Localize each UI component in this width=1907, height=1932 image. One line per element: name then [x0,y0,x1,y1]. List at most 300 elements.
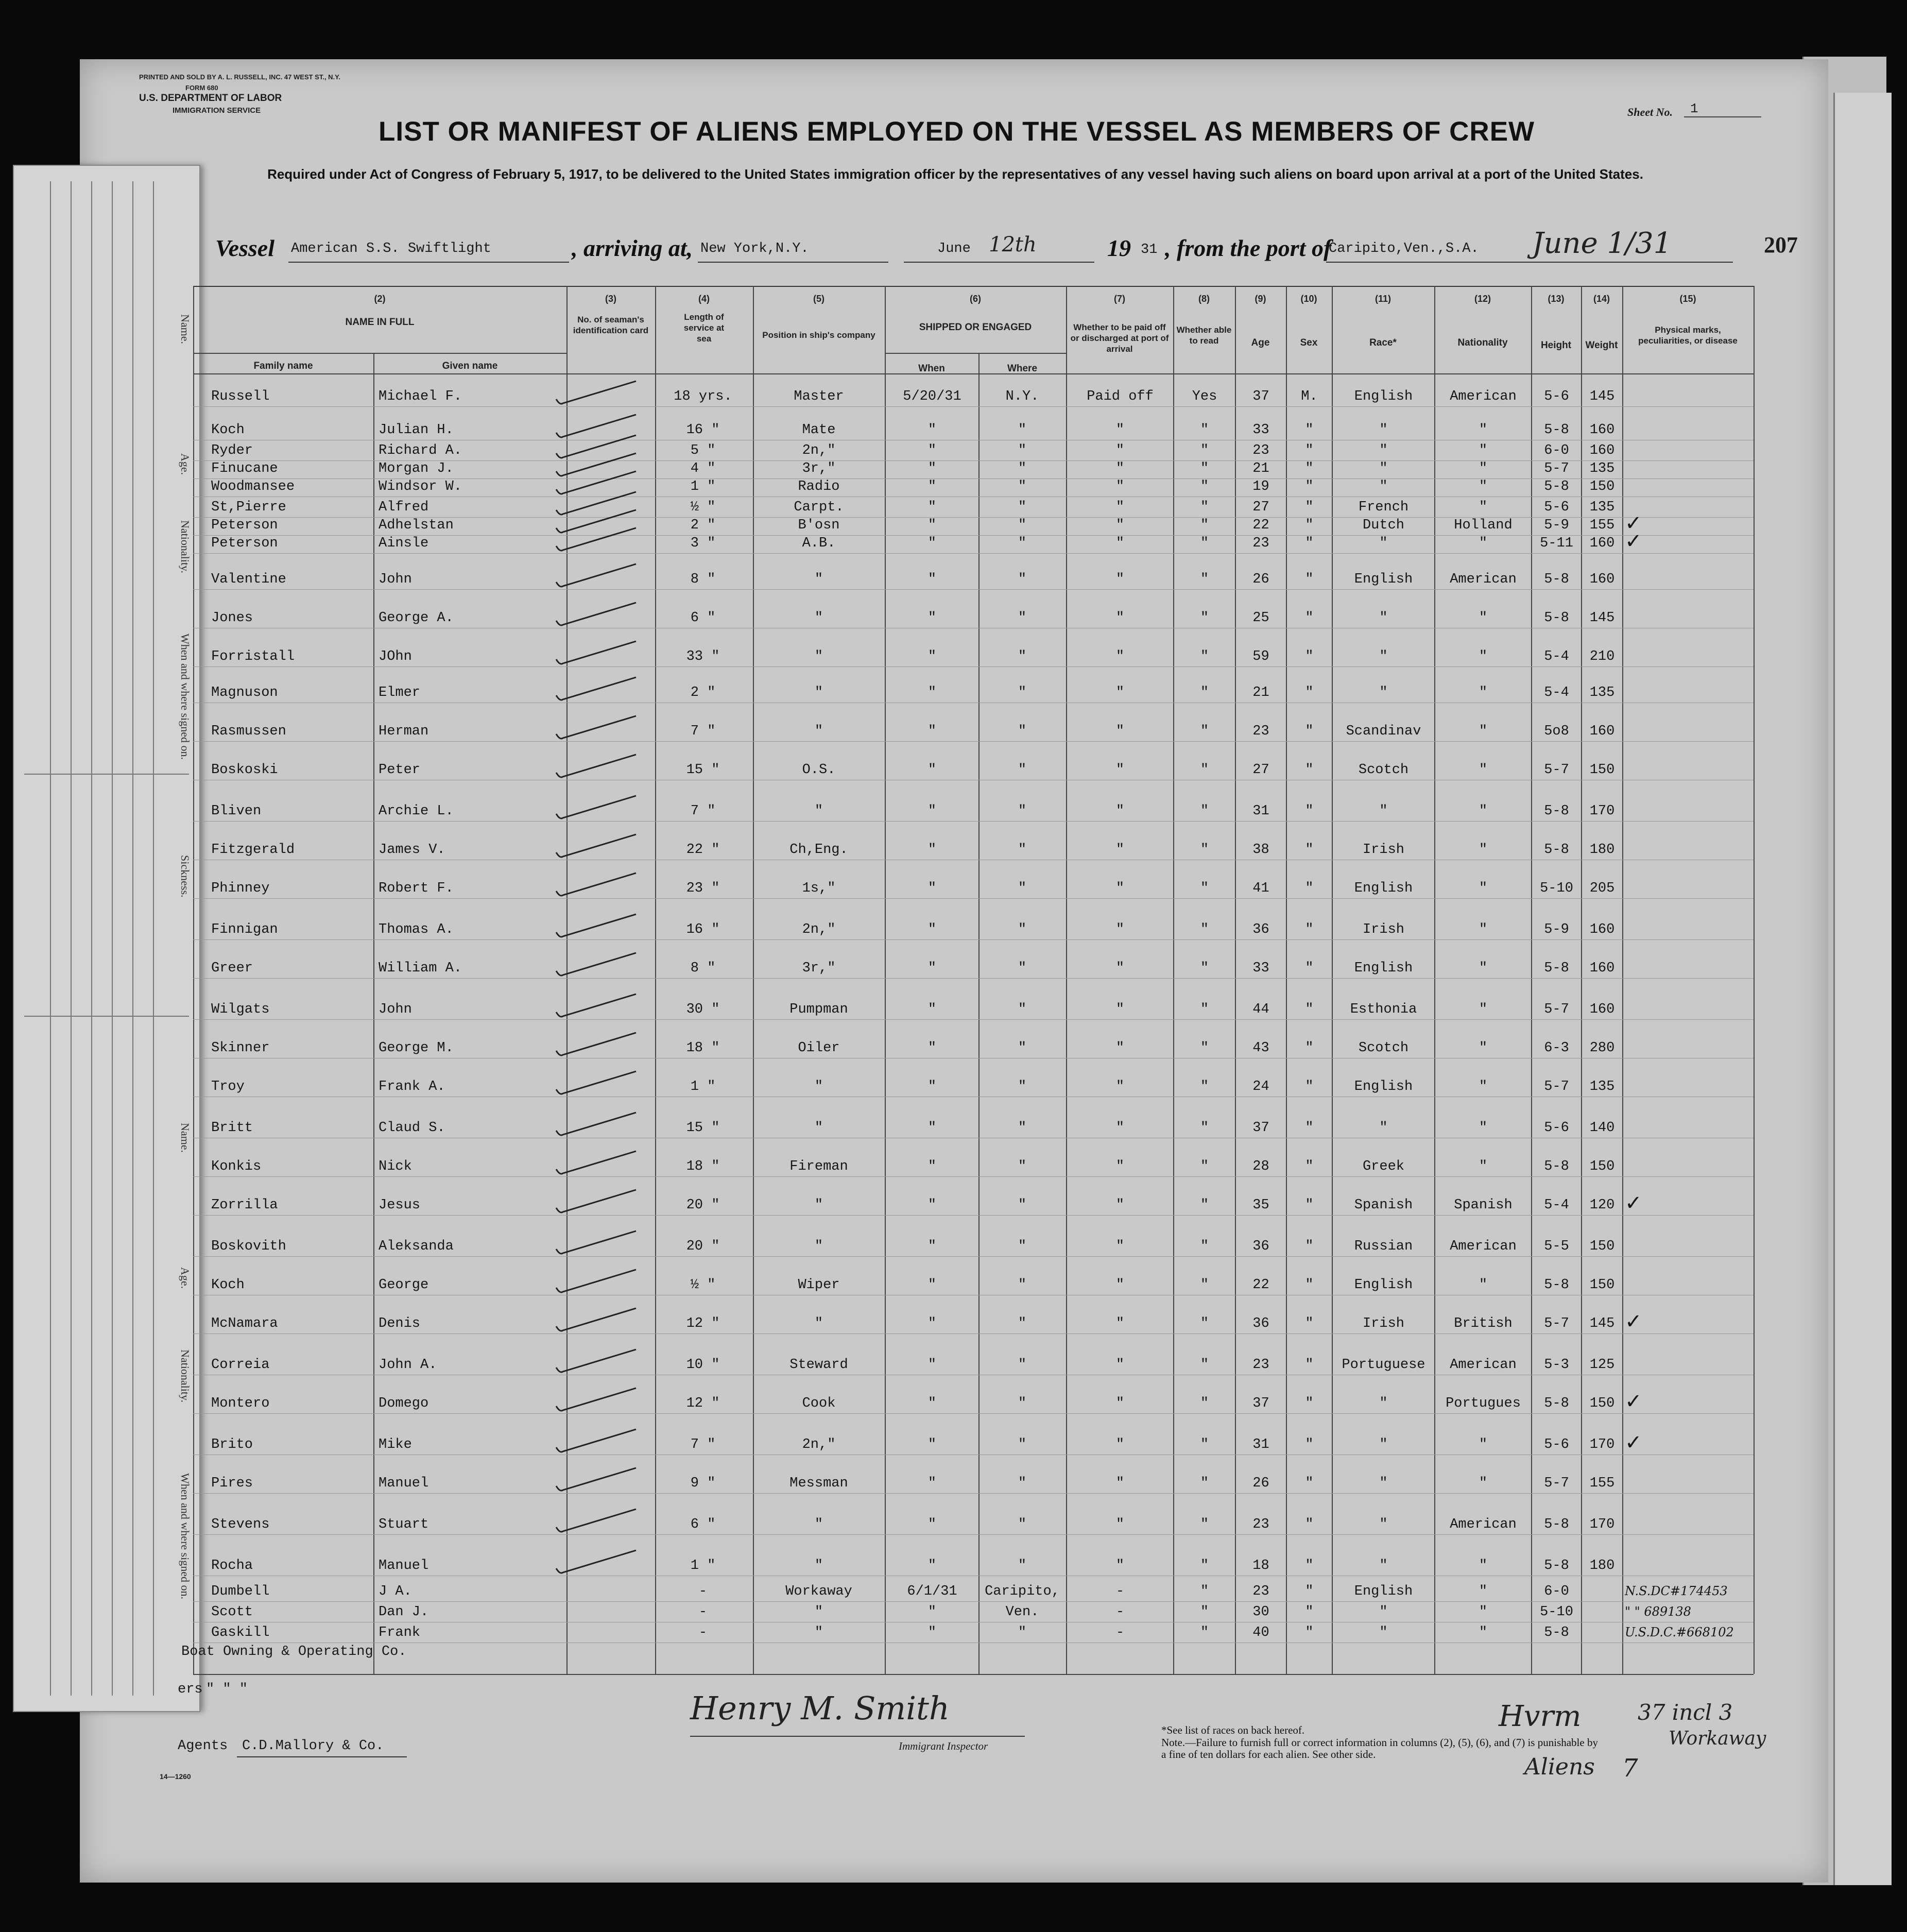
cell-height: 5-8 [1544,1558,1569,1574]
cell-age: 44 [1252,1002,1269,1017]
cell-nat: " [1479,1558,1488,1574]
cell-where: " [1018,881,1027,896]
cell-age: 23 [1252,443,1269,458]
cell-sex: " [1305,536,1314,551]
cell-paid: " [1115,1558,1125,1574]
cell-read: " [1200,500,1209,515]
cell-race: Irish [1362,842,1404,858]
cell-where: " [1018,922,1027,937]
cell-age: 41 [1252,881,1269,896]
cell-age: 27 [1252,500,1269,515]
page-title: LIST OR MANIFEST OF ALIENS EMPLOYED ON THE VESSEL AS MEMBERS OF CREW [379,116,1535,147]
cell-race: " [1379,1604,1388,1620]
sheet-number [1684,101,1761,117]
cell-position: " [814,685,823,700]
tab-rule [112,181,113,1696]
cell-position: " [814,572,823,587]
handwritten-date: June 1/31 [1532,227,1672,260]
cell-service: 3 " [690,536,716,551]
id-card-check-icon [554,561,641,592]
cell-race: Scotch [1358,762,1409,778]
row-rule [193,939,1754,940]
cell-nat: " [1479,1584,1488,1599]
row-rule [193,1601,1754,1602]
cell-race: " [1379,803,1388,819]
cell-age: 37 [1252,1396,1269,1411]
cell-nat: " [1479,1625,1488,1640]
form-number: FORM 680 [185,84,218,92]
cell-height: 5-7 [1544,1316,1569,1331]
cell-when: " [927,1357,937,1373]
cell-given: James V. [379,842,445,858]
cell-height: 5-8 [1544,1277,1569,1293]
owners-prefix: ers [178,1682,203,1697]
cell-where: " [1018,803,1027,819]
cell-given: Morgan J. [379,461,454,476]
cell-service: 6 " [690,610,716,626]
cell-where: " [1018,842,1027,858]
cell-read: " [1200,479,1209,494]
cell-weight: 160 [1589,922,1615,937]
cell-read: " [1200,1159,1209,1174]
cell-read: " [1200,610,1209,626]
cell-race: " [1379,1517,1388,1532]
cell-where: " [1018,479,1027,494]
cell-sex: " [1305,1239,1314,1254]
cell-service: 16 " [686,922,720,937]
cell-family: Scott [211,1604,253,1620]
cell-given: Michael F. [379,389,462,404]
cell-service: 12 " [686,1316,720,1331]
cell-paid: " [1115,961,1125,976]
cell-read: " [1200,803,1209,819]
year-prefix: 19 [1107,235,1131,261]
cell-position: B'osn [798,518,840,533]
col9-title: Age [1251,337,1270,348]
tab-rule [50,181,51,1696]
cell-given: Herman [379,724,429,739]
cell-age: 36 [1252,1239,1269,1254]
cell-where: N.Y. [1005,389,1039,404]
penalty-note: Note.—Failure to furnish full or correct information in columns (2), (5), (6), and (7) is punishable by a fine of ten dollars for each alien. See other side. [1161,1736,1598,1760]
cell-race: Irish [1362,1316,1404,1331]
cell-read: " [1200,518,1209,533]
cell-weight: 160 [1589,536,1615,551]
cell-sex: " [1305,685,1314,700]
cell-family: Peterson [211,536,278,551]
fold-label-nationality-2: Nationality. [179,1349,192,1403]
cell-position: " [814,1079,823,1095]
cell-position: " [814,610,823,626]
cell-sex: " [1305,1584,1314,1599]
cell-age: 23 [1252,724,1269,739]
cell-position: Oiler [798,1040,840,1056]
vessel-name: American S.S. Swiftlight [291,241,491,257]
cell-nat: " [1479,1079,1488,1095]
cell-paid: " [1115,1396,1125,1411]
cell-weight: 160 [1589,1002,1615,1017]
cell-where: " [1018,461,1027,476]
cell-nat: " [1479,610,1488,626]
cell-weight: 160 [1589,572,1615,587]
cell-when: " [927,922,937,937]
cell-age: 37 [1252,389,1269,404]
id-card-check-icon [554,1386,641,1416]
owner-line: Boat Owning & Operating Co. [181,1644,407,1660]
fold-label-signed-on-2: When and where signed on. [179,1473,192,1599]
cell-nat: " [1479,803,1488,819]
cell-height: 5-8 [1544,803,1569,819]
cell-nat: " [1479,685,1488,700]
cell-age: 27 [1252,762,1269,778]
cell-weight: 150 [1589,479,1615,494]
cell-age: 33 [1252,961,1269,976]
cell-position: Radio [798,479,840,494]
agents-name: C.D.Mallory & Co. [242,1738,384,1754]
cell-where: " [1018,724,1027,739]
id-card-check-icon [554,1030,641,1061]
cell-service: 22 " [686,842,720,858]
cell-nat: " [1479,422,1488,438]
cell-given: Claud S. [379,1120,445,1136]
cell-paid: " [1115,572,1125,587]
cell-paid: " [1115,500,1125,515]
cell-position: Mate [802,422,836,438]
col-rule [1622,286,1623,1674]
id-card-check-icon [554,1228,641,1259]
cell-age: 26 [1252,572,1269,587]
col15-title: Physical marks, peculiarities, or disease [1638,325,1738,346]
cell-paid: " [1115,1476,1125,1491]
cell-when: " [927,1558,937,1574]
master-signature: Hvrm [1499,1700,1582,1733]
cell-position: " [814,1517,823,1532]
id-card-check-icon [554,870,641,901]
cell-when: " [927,443,937,458]
cell-where: Ven. [1005,1604,1039,1620]
cell-sex: " [1305,762,1314,778]
cell-weight: 160 [1589,961,1615,976]
tab-rule [91,181,92,1696]
cell-age: 22 [1252,1277,1269,1293]
cell-service: 20 " [686,1239,720,1254]
cell-race: Spanish [1354,1198,1413,1213]
id-card-check-icon [554,991,641,1022]
cell-given: Aleksanda [379,1239,454,1254]
cell-weight: 210 [1589,649,1615,664]
cell-read: " [1200,1437,1209,1452]
cell-service: 7 " [690,724,716,739]
cell-mark: ✓ [1625,1191,1642,1215]
cell-weight: 155 [1589,1476,1615,1491]
cell-nat: American [1450,572,1517,587]
cell-paid: Paid off [1087,389,1154,404]
col-rule [193,286,194,1674]
cell-height: 5-7 [1544,1002,1569,1017]
cell-read: " [1200,649,1209,664]
cell-family: Correia [211,1357,270,1373]
cell-nat: " [1479,536,1488,551]
given-name-header: Given name [442,361,498,371]
requirement-text: Required under Act of Congress of February 5, 1917, to be delivered to the United States immigration officer by the representatives of any vessel having such aliens on board upon arrival at a port of the United States. [267,166,1643,182]
cell-when: " [927,881,937,896]
cell-paid: " [1115,1239,1125,1254]
cell-service: ½ " [690,1277,716,1293]
cell-paid: " [1115,1277,1125,1293]
cell-read: " [1200,1079,1209,1095]
id-card-check-icon [554,752,641,783]
row-rule [193,1333,1754,1334]
cell-paid: - [1115,1604,1125,1620]
cell-paid: " [1115,1198,1125,1213]
cell-where: " [1018,1002,1027,1017]
cell-paid: " [1115,1437,1125,1452]
cell-family: McNamara [211,1316,278,1331]
family-name-header: Family name [253,361,313,371]
cell-when: " [927,1277,937,1293]
cell-given: J A. [379,1584,412,1599]
cell-read: Yes [1192,389,1217,404]
cell-sex: " [1305,443,1314,458]
cell-height: 5-6 [1544,389,1569,404]
cell-height: 5-7 [1544,1476,1569,1491]
cell-service: 16 " [686,422,720,438]
id-card-check-icon [554,1267,641,1298]
cell-age: 31 [1252,1437,1269,1452]
cell-age: 36 [1252,922,1269,937]
cell-paid: " [1115,842,1125,858]
agents-prefix: Agents [178,1738,228,1754]
cell-paid: " [1115,1159,1125,1174]
cell-when: " [927,1198,937,1213]
cell-weight: 180 [1589,842,1615,858]
cell-family: Stevens [211,1517,270,1532]
where-header: Where [1007,363,1038,374]
cell-weight: 155 [1589,518,1615,533]
cell-service: 15 " [686,762,720,778]
cell-height: 5-3 [1544,1357,1569,1373]
col4-number: (4) [698,294,710,304]
cell-service: 1 " [690,1558,716,1574]
cell-read: " [1200,922,1209,937]
cell-given: Adhelstan [379,518,454,533]
cell-race: " [1379,422,1388,438]
cell-paid: " [1115,1357,1125,1373]
cell-age: 40 [1252,1625,1269,1640]
cell-nat: " [1479,1437,1488,1452]
cell-family: Britt [211,1120,253,1136]
cell-read: " [1200,443,1209,458]
cell-when: " [927,1079,937,1095]
cell-where: " [1018,1558,1027,1574]
cell-height: 5-8 [1544,1159,1569,1174]
shipped-subheader-rule [885,353,1066,354]
cell-family: Boskovith [211,1239,286,1254]
col3-title: No. of seaman's identification card [573,315,649,335]
cell-position: Fireman [789,1159,848,1174]
row-rule [193,978,1754,979]
row-rule [193,1413,1754,1414]
cell-race: English [1354,881,1413,896]
cell-paid: " [1115,685,1125,700]
col5-number: (5) [813,294,824,304]
cell-service: 7 " [690,803,716,819]
cell-age: 37 [1252,1120,1269,1136]
cell-race: Esthonia [1350,1002,1417,1017]
cell-given: Jesus [379,1198,421,1213]
cell-sex: " [1305,1357,1314,1373]
cell-family: Peterson [211,518,278,533]
cell-service: 30 " [686,1002,720,1017]
cell-sex: " [1305,803,1314,819]
cell-position: Ch,Eng. [789,842,848,858]
cell-nat: " [1479,479,1488,494]
service-name: IMMIGRATION SERVICE [173,106,261,115]
cell-given: Denis [379,1316,421,1331]
cell-service: 8 " [690,961,716,976]
cell-height: 5-8 [1544,1517,1569,1532]
cell-service: 8 " [690,572,716,587]
cell-weight: 150 [1589,1159,1615,1174]
cell-position: " [814,803,823,819]
cell-nat: American [1450,1517,1517,1532]
cell-sex: " [1305,649,1314,664]
cell-read: " [1200,685,1209,700]
cell-race: Greek [1362,1159,1404,1174]
cell-where: " [1018,649,1027,664]
cell-paid: " [1115,724,1125,739]
col-rule [1754,286,1755,1674]
col-rule [753,286,754,1674]
cell-height: 5-7 [1544,461,1569,476]
row-rule [193,589,1754,590]
cell-position: Steward [789,1357,848,1373]
cell-family: Montero [211,1396,270,1411]
cell-race: Scotch [1358,1040,1409,1056]
cell-service: - [698,1604,708,1620]
cell-read: " [1200,1198,1209,1213]
from-port-label: , from the port of [1165,235,1332,261]
cell-family: Valentine [211,572,286,587]
id-card-check-icon [554,1347,641,1378]
aliens-count: 7 [1622,1754,1638,1783]
cell-service: 18 " [686,1040,720,1056]
cell-position: " [814,1625,823,1640]
cell-weight: 160 [1589,422,1615,438]
cell-position: Pumpman [789,1002,848,1017]
cell-position: " [814,1239,823,1254]
agents-underline [237,1756,407,1757]
cell-race: " [1379,1625,1388,1640]
cell-service: 18 yrs. [674,389,732,404]
cell-given: John [379,572,412,587]
underlying-page-edge-2 [1833,93,1892,1885]
cell-where: " [1018,1120,1027,1136]
cell-read: " [1200,1002,1209,1017]
cell-sex: " [1305,1198,1314,1213]
page-number: 207 [1764,232,1798,258]
cell-mark: U.S.D.C.#668102 [1625,1625,1734,1639]
id-card-check-icon [554,713,641,744]
cell-age: 59 [1252,649,1269,664]
cell-given: William A. [379,961,462,976]
cell-nat: British [1454,1316,1513,1331]
cell-read: " [1200,961,1209,976]
cell-race: " [1379,610,1388,626]
cell-paid: " [1115,649,1125,664]
cell-read: " [1200,1316,1209,1331]
cell-position: Cook [802,1396,836,1411]
cell-where: " [1018,1198,1027,1213]
cell-where: " [1018,1159,1027,1174]
col-rule [373,353,374,1674]
cell-height: 5-8 [1544,1396,1569,1411]
cell-race: Portuguese [1342,1357,1425,1373]
cell-given: Thomas A. [379,922,454,937]
cell-sex: " [1305,842,1314,858]
id-card-check-icon [554,793,641,824]
cell-position: " [814,1558,823,1574]
cell-paid: " [1115,1079,1125,1095]
cell-height: 5-8 [1544,422,1569,438]
cell-nat: " [1479,922,1488,937]
cell-paid: " [1115,1517,1125,1532]
cell-family: Troy [211,1079,245,1095]
cell-given: Domego [379,1396,429,1411]
cell-family: Boskoski [211,762,278,778]
col12-title: Nationality [1457,337,1508,348]
cell-height: 5-10 [1540,881,1573,896]
row-rule [193,898,1754,899]
fold-label-sickness: Sickness. [179,855,192,898]
table-top-rule [193,286,1754,287]
cell-age: 19 [1252,479,1269,494]
cell-read: " [1200,1277,1209,1293]
cell-when: " [927,536,937,551]
cell-family: Rasmussen [211,724,286,739]
cell-service: 1 " [690,479,716,494]
col-rule [655,286,656,1674]
cell-position: Workaway [785,1584,852,1599]
col8-number: (8) [1198,294,1210,304]
cell-mark: " " 689138 [1625,1604,1691,1619]
cell-family: Phinney [211,881,270,896]
cell-when: " [927,1437,937,1452]
tab-divider [24,1016,189,1017]
cell-height: 5-8 [1544,572,1569,587]
col13-number: (13) [1548,294,1565,304]
cell-read: " [1200,536,1209,551]
cell-given: Peter [379,762,421,778]
cell-given: Mike [379,1437,412,1452]
col11-number: (11) [1375,294,1391,304]
cell-position: 3r," [802,461,836,476]
cell-height: 5-4 [1544,649,1569,664]
cell-race: " [1379,1396,1388,1411]
cell-where: " [1018,443,1027,458]
cell-family: Magnuson [211,685,278,700]
cell-weight: 150 [1589,1396,1615,1411]
cell-sex: " [1305,610,1314,626]
cell-family: Koch [211,1277,245,1293]
cell-when: " [927,1476,937,1491]
cell-paid: " [1115,881,1125,896]
cell-paid: " [1115,1040,1125,1056]
id-card-check-icon [554,1110,641,1141]
cell-weight: 145 [1589,1316,1615,1331]
cell-sex: " [1305,479,1314,494]
cell-age: 21 [1252,685,1269,700]
